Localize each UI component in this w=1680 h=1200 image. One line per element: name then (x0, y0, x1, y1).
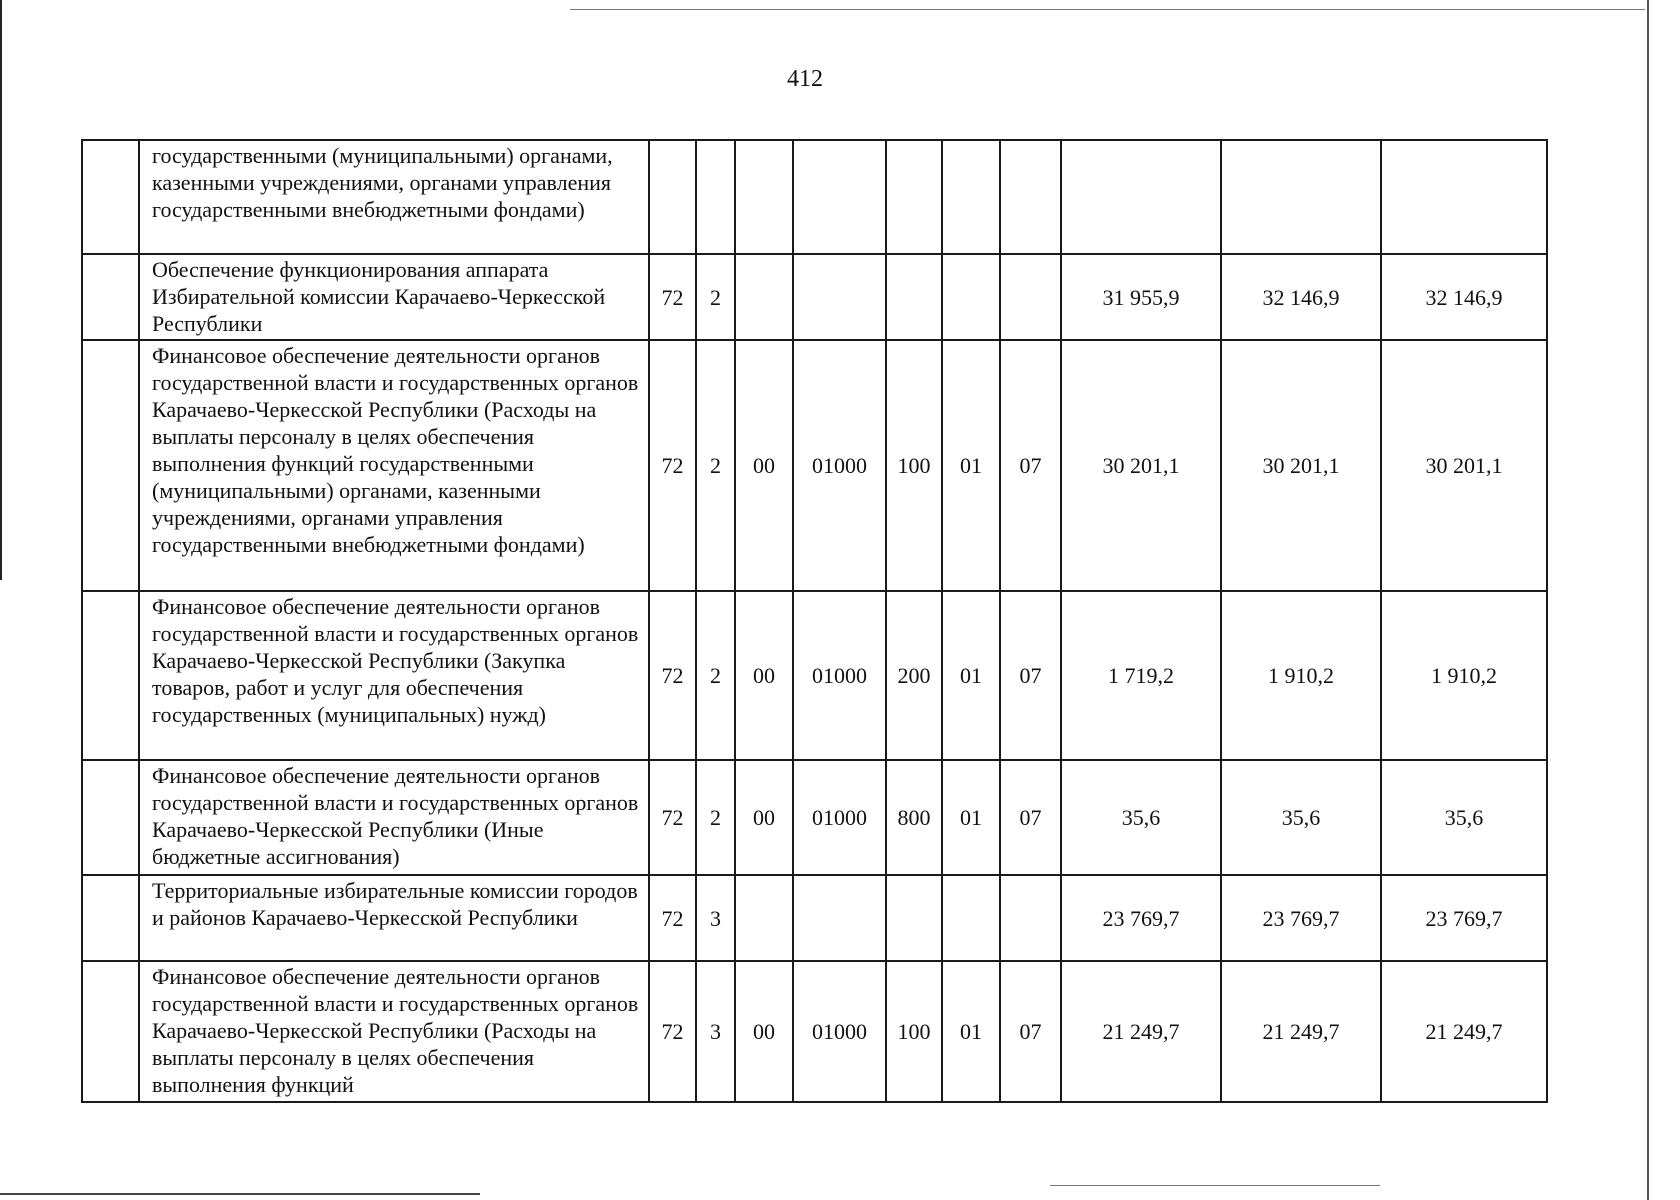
row-number-cell (82, 254, 139, 340)
code-vr-cell: 200 (886, 591, 942, 760)
amount-year2-cell: 32 146,9 (1221, 254, 1381, 340)
amount-year2-cell: 35,6 (1221, 760, 1381, 875)
code-cs-cell: 01000 (793, 961, 886, 1102)
amount-year1-cell (1061, 140, 1221, 254)
code-ps-cell (1000, 875, 1061, 961)
code-ps-cell (1000, 254, 1061, 340)
code-ps-cell: 07 (1000, 340, 1061, 591)
budget-table (81, 139, 1548, 1103)
code-pr-cell: 2 (696, 591, 735, 760)
amount-year3-cell: 30 201,1 (1381, 340, 1547, 591)
amount-year1-cell: 30 201,1 (1061, 340, 1221, 591)
code-rz-cell: 01 (942, 591, 1000, 760)
code-rz-cell (942, 875, 1000, 961)
code-ps-cell: 07 (1000, 961, 1061, 1102)
table-row (82, 961, 1547, 1102)
amount-year1-cell: 35,6 (1061, 760, 1221, 875)
code-ps-cell: 07 (1000, 591, 1061, 760)
code-rz-cell (942, 254, 1000, 340)
code-gr-cell: 72 (649, 875, 696, 961)
scan-edge-right (1647, 0, 1649, 1200)
amount-year1-cell: 1 719,2 (1061, 591, 1221, 760)
amount-year2-cell: 30 201,1 (1221, 340, 1381, 591)
row-description: Финансовое обеспечение деятельности органов государственной власти и государственных органов Карачаево-Черкесской Республики (Закупка товаров, работ и услуг для обеспечения государственных (муниципальных) нужд) (139, 591, 649, 760)
amount-year2-cell (1221, 140, 1381, 254)
row-description: Финансовое обеспечение деятельности органов государственной власти и государственных органов Карачаево-Черкесской Республики (Иные бюджетные ассигнования) (139, 760, 649, 875)
code-gr-cell: 72 (649, 591, 696, 760)
row-number-cell (82, 340, 139, 591)
code-rz-cell (942, 140, 1000, 254)
row-description: Обеспечение функционирования аппарата Избирательной комиссии Карачаево-Черкесской Республики (139, 254, 649, 340)
code-pp-cell (735, 254, 793, 340)
code-vr-cell: 100 (886, 961, 942, 1102)
amount-year2-cell: 23 769,7 (1221, 875, 1381, 961)
code-pp-cell (735, 875, 793, 961)
amount-year2-cell: 1 910,2 (1221, 591, 1381, 760)
code-cs-cell (793, 140, 886, 254)
row-number-cell (82, 875, 139, 961)
code-pr-cell: 2 (696, 254, 735, 340)
code-cs-cell: 01000 (793, 591, 886, 760)
row-description: Финансовое обеспечение деятельности органов государственной власти и государственных органов Карачаево-Черкесской Республики (Расходы на выплаты персоналу в целях обеспечения выполнения функций государственными (муниципальными) органами, казенными учреждениями, органами управления государственными внебюджетными фондами) (139, 340, 649, 591)
table-row (82, 254, 1547, 340)
amount-year1-cell: 31 955,9 (1061, 254, 1221, 340)
code-vr-cell (886, 140, 942, 254)
amount-year3-cell: 21 249,7 (1381, 961, 1547, 1102)
amount-year1-cell: 21 249,7 (1061, 961, 1221, 1102)
code-rz-cell: 01 (942, 760, 1000, 875)
amount-year3-cell: 23 769,7 (1381, 875, 1547, 961)
scan-edge-bottom-right (1050, 1185, 1380, 1186)
row-number-cell (82, 961, 139, 1102)
amount-year2-cell: 21 249,7 (1221, 961, 1381, 1102)
amount-year3-cell (1381, 140, 1547, 254)
table-row (82, 875, 1547, 961)
amount-year1-cell: 23 769,7 (1061, 875, 1221, 961)
amount-year3-cell: 35,6 (1381, 760, 1547, 875)
code-pr-cell: 3 (696, 961, 735, 1102)
code-rz-cell: 01 (942, 340, 1000, 591)
row-description: государственными (муниципальными) органами, казенными учреждениями, органами управления государственными внебюджетными фондами) (139, 140, 649, 254)
amount-year3-cell: 1 910,2 (1381, 591, 1547, 760)
table-row (82, 760, 1547, 875)
code-cs-cell: 01000 (793, 340, 886, 591)
code-vr-cell: 100 (886, 340, 942, 591)
code-pr-cell (696, 140, 735, 254)
code-pr-cell: 2 (696, 760, 735, 875)
table-row (82, 140, 1547, 254)
code-pp-cell (735, 140, 793, 254)
row-number-cell (82, 760, 139, 875)
row-number-cell (82, 591, 139, 760)
code-gr-cell (649, 140, 696, 254)
scan-edge-top (570, 9, 1645, 10)
code-pp-cell: 00 (735, 591, 793, 760)
code-pp-cell: 00 (735, 760, 793, 875)
code-gr-cell: 72 (649, 340, 696, 591)
page-number: 412 (787, 66, 823, 92)
code-vr-cell: 800 (886, 760, 942, 875)
code-ps-cell: 07 (1000, 760, 1061, 875)
code-vr-cell (886, 254, 942, 340)
code-gr-cell: 72 (649, 961, 696, 1102)
code-pp-cell: 00 (735, 340, 793, 591)
table-row (82, 340, 1547, 591)
code-cs-cell (793, 875, 886, 961)
code-pr-cell: 2 (696, 340, 735, 591)
row-number-cell (82, 140, 139, 254)
code-pr-cell: 3 (696, 875, 735, 961)
code-pp-cell: 00 (735, 961, 793, 1102)
table-row (82, 591, 1547, 760)
row-description: Территориальные избирательные комиссии городов и районов Карачаево-Черкесской Республики (139, 875, 649, 961)
code-ps-cell (1000, 140, 1061, 254)
code-vr-cell (886, 875, 942, 961)
scan-edge-bottom (0, 1193, 480, 1195)
code-cs-cell: 01000 (793, 760, 886, 875)
row-description: Финансовое обеспечение деятельности органов государственной власти и государственных органов Карачаево-Черкесской Республики (Расходы на выплаты персоналу в целях обеспечения выполнения функций (139, 961, 649, 1102)
code-rz-cell: 01 (942, 961, 1000, 1102)
code-gr-cell: 72 (649, 760, 696, 875)
code-cs-cell (793, 254, 886, 340)
code-gr-cell: 72 (649, 254, 696, 340)
amount-year3-cell: 32 146,9 (1381, 254, 1547, 340)
